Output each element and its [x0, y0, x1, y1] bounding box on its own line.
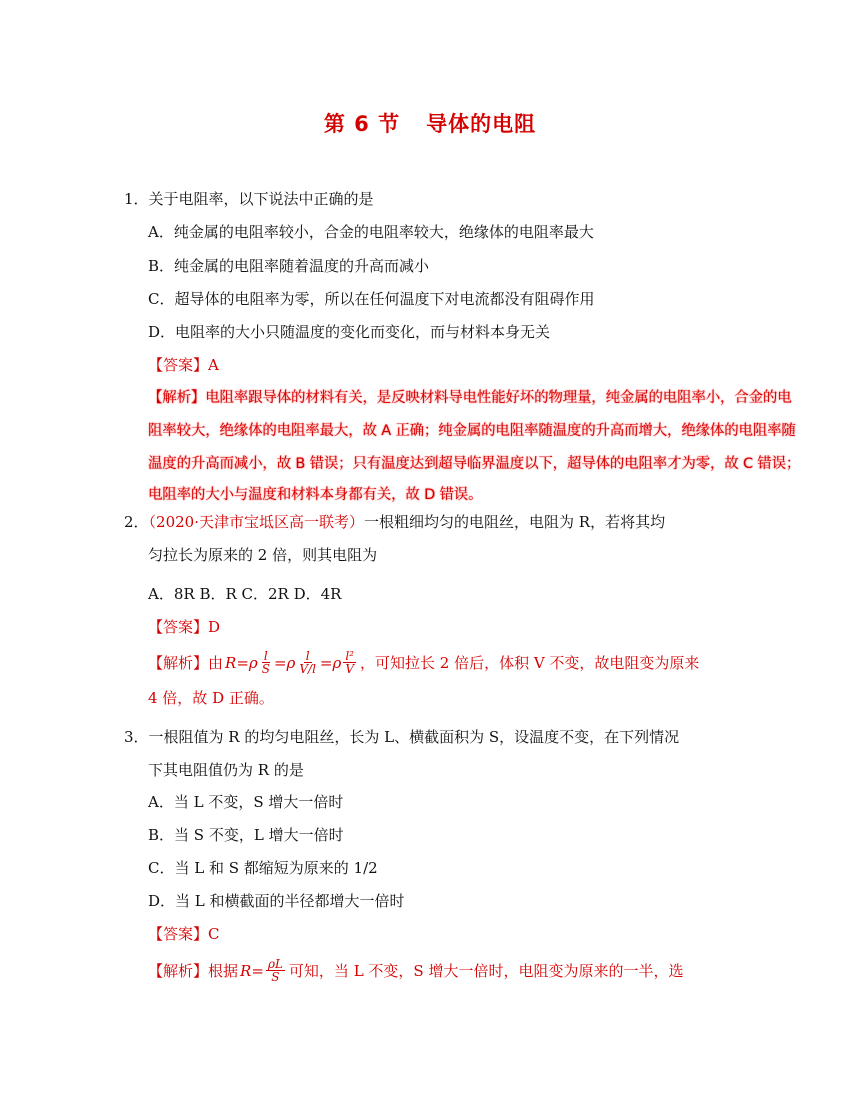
question-2-analysis-line-2: 4 倍，故 D 正确。: [148, 689, 274, 707]
question-3-option-c: C．当 L 和 S 都缩短为原来的 1/2: [148, 859, 378, 877]
question-1-analysis-line-1: 【解析】电阻率跟导体的材料有关，是反映材料导电性能好坏的物理量，纯金属的电阻率小，合金的电: [148, 390, 792, 406]
question-3-analysis-line-1: [148, 958, 683, 983]
question-3-analysis-suffix: 可知，当 L 不变，S 增大一倍时，电阻变为原来的一半，选: [288, 961, 684, 980]
question-2-source: （2020·天津市宝坻区高一联考）: [148, 513, 364, 531]
question-2-number: 2．: [124, 513, 149, 531]
question-1-analysis-line-2: 阻率较大，绝缘体的电阻率最大，故 A 正确；纯金属的电阻率随温度的升高而增大，绝缘体的电阻率随: [148, 423, 796, 439]
page-title: [0, 108, 860, 138]
section-number: 第 6 节: [323, 112, 401, 136]
question-3-stem-line-2: 下其电阻值仍为 R 的是: [148, 761, 304, 779]
resistance-formula-2: R = $\frac{\rho L}{S}$: [240, 957, 283, 984]
question-2-answer: 【答案】D: [148, 618, 221, 636]
question-1-answer: 【答案】A: [148, 356, 219, 374]
section-title: 导体的电阻: [426, 112, 537, 136]
question-2-options: A．8R B．R C．2R D．4R: [148, 585, 342, 603]
resistance-formula: R = ρ $\frac{l}{S}$ = ρ $\frac{l}{V/l}$ = ρ $\frac{\text{l²}}{V}$: [225, 649, 354, 676]
question-2-stem: [124, 512, 665, 532]
question-2-stem-text: 一根粗细均匀的电阻丝，电阻为 R，若将其均: [364, 513, 666, 531]
question-1-option-d: D．电阻率的大小只随温度的变化而变化，而与材料本身无关: [148, 323, 551, 341]
question-2-analysis-prefix: 【解析】由: [148, 653, 224, 672]
question-3-option-b: B．当 S 不变，L 增大一倍时: [148, 826, 344, 844]
question-1-analysis-line-3: 温度的升高而减小，故 B 错误；只有温度达到超导临界温度以下，超导体的电阻率才为零，故 C 错误；: [148, 456, 801, 472]
question-1-option-c: C．超导体的电阻率为零，所以在任何温度下对电流都没有阻碍作用: [148, 290, 595, 308]
question-2-analysis-line-1: [148, 650, 699, 675]
question-1-stem: 1．关于电阻率，以下说法中正确的是: [124, 190, 374, 208]
question-3-option-a: A．当 L 不变，S 增大一倍时: [148, 793, 344, 811]
question-3-answer: 【答案】C: [148, 925, 220, 943]
question-3-analysis-prefix: 【解析】根据: [148, 961, 239, 980]
question-2-analysis-suffix: ，可知拉长 2 倍后，体积 V 不变，故电阻变为原来: [359, 653, 700, 672]
question-1-analysis-line-4: 电阻率的大小与温度和材料本身都有关，故 D 错误。: [148, 487, 483, 503]
question-3-stem: 3．一根阻值为 R 的均匀电阻丝，长为 L、横截面积为 S，设温度不变，在下列情况: [124, 728, 680, 746]
question-1-option-b: B．纯金属的电阻率随着温度的升高而减小: [148, 257, 430, 275]
question-3-option-d: D．当 L 和横截面的半径都增大一倍时: [148, 892, 405, 910]
question-1-option-a: A．纯金属的电阻率较小，合金的电阻率较大，绝缘体的电阻率最大: [148, 223, 594, 241]
question-2-stem-line-2: 匀拉长为原来的 2 倍，则其电阻为: [148, 546, 378, 564]
